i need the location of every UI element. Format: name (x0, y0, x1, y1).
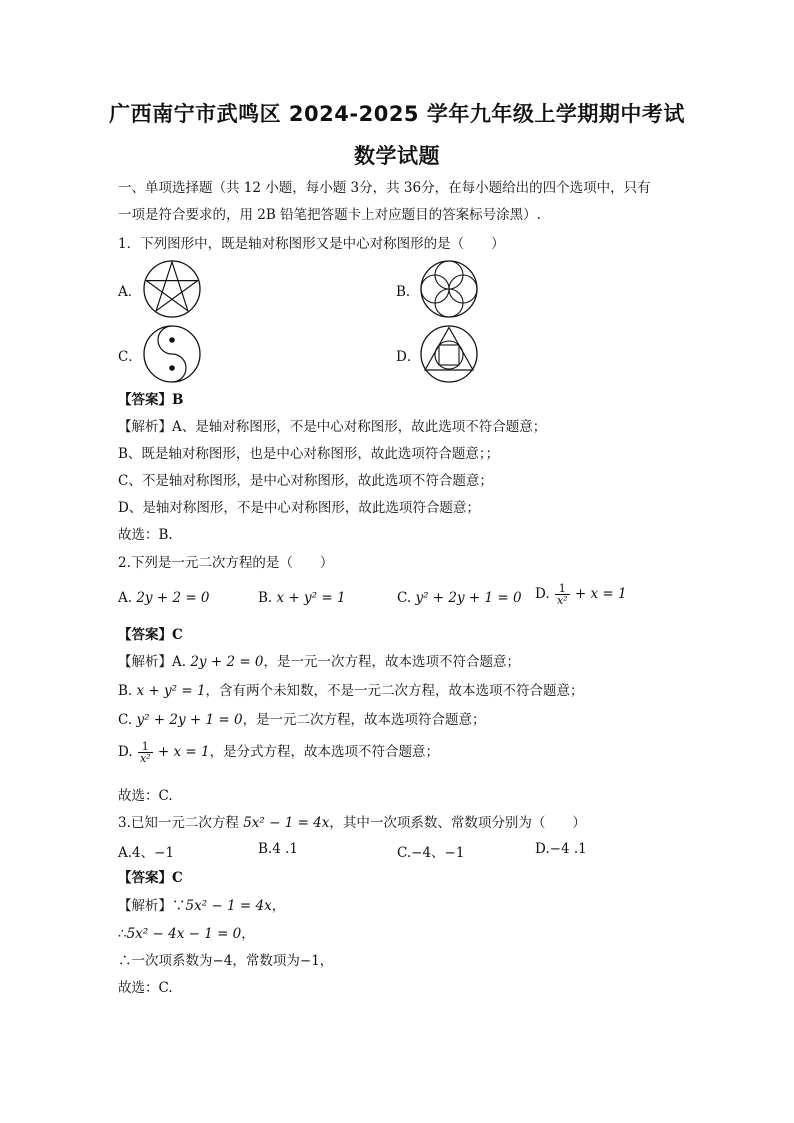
q2-stem: 2.下列是一元二次方程的是（ ） (118, 555, 334, 571)
q2-choice-b (258, 590, 346, 606)
q2-analysis-d-prefix: D. (118, 744, 133, 760)
q2-analysis-c-text: ，是一元二次方程，故本选项符合题意； (242, 712, 486, 728)
q1-stem: 1．下列图形中，既是轴对称图形又是中心对称图形的是（ ） (118, 236, 505, 252)
q3-analysis-line1 (118, 896, 678, 916)
q2-analysis-d-fraction (138, 741, 153, 764)
q2-analysis-d-text: ，是分式方程，故本选项不符合题意； (209, 744, 440, 760)
q1-answer: 【答案】B (118, 392, 184, 408)
q2-analysis-d (118, 741, 678, 764)
q3-stem-prefix: 3.已知一元二次方程 (118, 815, 239, 831)
q2-analysis-b-text: ，含有两个未知数，不是一元二次方程，故本选项不符合题意； (205, 683, 584, 699)
q2-choice-d-fraction (555, 583, 570, 606)
q2-choice-b-expr: x + y² = 1 (276, 590, 346, 606)
q2-analysis-a-prefix: 【解析】A. (118, 654, 187, 670)
q2-analysis-b-prefix: B. (118, 683, 133, 699)
page-subtitle: 数学试题 (354, 144, 440, 168)
q2-choice-c (397, 590, 522, 606)
yin-yang-icon (142, 324, 202, 384)
q1-analysis-line2: B、既是轴对称图形，也是中心对称图形，故此选项符合题意；； (118, 446, 500, 462)
section-instructions-line2: 一项是符合要求的，用 2B 铅笔把答题卡上对应题目的答案标号涂黑）. (118, 207, 541, 223)
q2-analysis-d-numerator: 1 (138, 741, 153, 753)
q2-answer: 【答案】C (118, 627, 183, 643)
q3-choice-c: C.−4、−1 (397, 845, 465, 861)
q2-choice-d-expr: + x = 1 (574, 586, 627, 602)
pentagram-in-circle-icon (142, 259, 202, 319)
q3-analysis-line2-prefix: ∴ (118, 926, 127, 942)
q1-analysis-line1: 【解析】A、是轴对称图形，不是中心对称图形，故此选项不符合题意； (118, 419, 547, 435)
four-petal-circle-icon (419, 259, 479, 319)
q2-analysis-d-expr: + x = 1 (157, 744, 210, 760)
q2-choice-d-denominator: x² (556, 594, 568, 607)
q2-analysis-c-expr: y² + 2y + 1 = 0 (136, 712, 243, 728)
triangle-square-circle-icon (419, 324, 479, 384)
q3-analysis-line1-suffix: ， (271, 898, 286, 914)
q2-analysis-b (118, 681, 678, 701)
q1-analysis-line4: D、是轴对称图形，不是中心对称图形，故此选项符合题意； (118, 500, 480, 516)
q3-analysis-line2-suffix: ， (241, 926, 255, 942)
q3-analysis-line2-expr: 5x² − 4x − 1 = 0 (126, 926, 242, 942)
q2-analysis-c-prefix: C. (118, 712, 133, 728)
q2-analysis-conclusion: 故选：C. (118, 788, 173, 804)
q3-analysis-line3: ∴一次项系数为−4，常数项为−1， (118, 953, 334, 969)
q1-analysis-line3: C、不是轴对称图形，是中心对称图形，故此选项不符合题意； (118, 473, 493, 489)
q2-analysis-b-expr: x + y² = 1 (136, 683, 206, 699)
q2-choice-a-label: A. (118, 590, 133, 606)
q2-choice-d (535, 583, 627, 606)
q3-analysis-line1-prefix: 【解析】∵ (118, 898, 186, 914)
q2-analysis-a-text: ，是一元一次方程，故本选项不符合题意； (263, 654, 521, 670)
q2-choice-a (118, 590, 210, 606)
q2-choice-c-label: C. (397, 590, 412, 606)
page-title: 广西南宁市武鸣区 2024-2025 学年九年级上学期期中考试 (109, 102, 685, 126)
q2-choice-d-label: D. (535, 586, 550, 602)
q3-analysis-line2 (118, 924, 678, 944)
q2-analysis-a-expr: 2y + 2 = 0 (190, 654, 264, 670)
q2-choice-a-expr: 2y + 2 = 0 (136, 590, 210, 606)
q1-option-a-label: A． (118, 284, 142, 300)
q3-stem-suffix: ，其中一次项系数、常数项分别为（ ） (329, 815, 586, 831)
q3-stem (118, 813, 678, 833)
q1-option-b-label: B． (396, 284, 420, 300)
q3-stem-expr: 5x² − 1 = 4x (243, 815, 330, 831)
q3-answer: 【答案】C (118, 870, 183, 886)
q3-choice-a: A.4、−1 (118, 845, 175, 861)
q3-choice-d: D.−4 .1 (535, 841, 587, 857)
q2-analysis-c (118, 710, 678, 730)
section-instructions-line1: 一、单项选择题（共 12 小题，每小题 3分，共 36分，在每小题给出的四个选项中，只有 (118, 180, 651, 196)
q2-choice-c-expr: y² + 2y + 1 = 0 (415, 590, 522, 606)
q2-choice-b-label: B. (258, 590, 273, 606)
q3-analysis-conclusion: 故选：C. (118, 980, 173, 996)
q2-analysis-a (118, 652, 678, 672)
q3-analysis-line1-expr: 5x² − 1 = 4x (185, 898, 272, 914)
q3-choice-b: B.4 .1 (258, 841, 298, 857)
q1-option-c-label: C． (118, 349, 142, 365)
q1-analysis-conclusion: 故选：B. (118, 527, 173, 543)
q2-choice-d-numerator: 1 (555, 583, 570, 595)
q1-option-d-label: D． (396, 349, 421, 365)
q2-analysis-d-denominator: x² (139, 752, 151, 765)
